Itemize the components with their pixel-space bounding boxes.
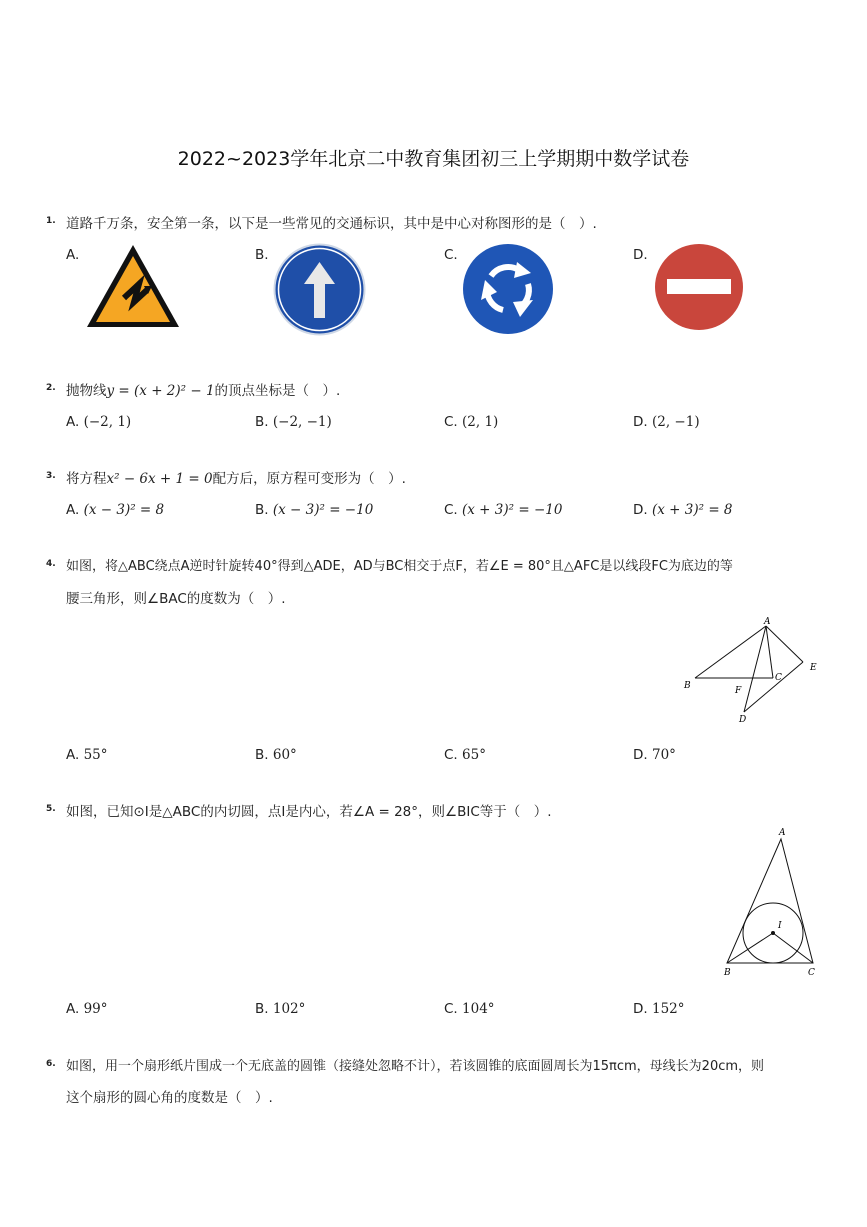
question-math: y = (x + 2)² − 1 bbox=[106, 383, 215, 399]
question-text: 道路千万条，安全第一条，以下是一些常见的交通标识，其中是中心对称图形的是（ ）. bbox=[66, 216, 597, 232]
option: D. 152° bbox=[633, 1001, 685, 1017]
figure-label-d: D bbox=[739, 715, 747, 725]
page-title: 2022~2023学年北京二中教育集团初三上学期期中数学试卷 bbox=[177, 148, 690, 170]
question-text-line1: 如图，用一个扇形纸片围成一个无底盖的圆锥（接缝处忽略不计），若该圆锥的底面圆周长为15πcm，母线长为20cm，则 bbox=[66, 1059, 765, 1074]
option: C. 65° bbox=[444, 747, 486, 763]
question-text: 将方程x² − 6x + 1 = 0配方后，原方程可变形为（ ）. bbox=[66, 471, 406, 487]
figure-label-i: I bbox=[778, 921, 782, 931]
option: D. (x + 3)² = 8 bbox=[633, 502, 733, 518]
option: A. 55° bbox=[66, 747, 108, 763]
option: B. (x − 3)² = −10 bbox=[255, 502, 374, 518]
question-text-line2: 腰三角形，则∠BAC的度数为（ ）. bbox=[66, 591, 286, 607]
option-letter: C. bbox=[444, 247, 458, 263]
figure-label-a: A bbox=[779, 828, 786, 838]
roundabout-sign-icon bbox=[461, 242, 555, 336]
option: A. 99° bbox=[66, 1001, 108, 1017]
question-text: 抛物线y = (x + 2)² − 1的顶点坐标是（ ）. bbox=[66, 383, 341, 399]
figure-label-c: C bbox=[808, 968, 815, 978]
question-text-line2: 这个扇形的圆心角的度数是（ ）. bbox=[66, 1090, 273, 1106]
option: B. 102° bbox=[255, 1001, 306, 1017]
question-number: 2. bbox=[46, 383, 56, 393]
question-text-line1: 如图，将△ABC绕点A逆时针旋转40°得到△ADE，AD与BC相交于点F，若∠E = 80°且△AFC是以线段FC为底边的等 bbox=[66, 559, 733, 574]
figure-label-b: B bbox=[724, 968, 731, 978]
option: D. (2, −1) bbox=[633, 414, 700, 430]
option: A. (−2, 1) bbox=[66, 414, 132, 430]
question-math: x² − 6x + 1 = 0 bbox=[106, 471, 213, 487]
option-letter: A. bbox=[66, 247, 80, 263]
figure-label-f: F bbox=[735, 686, 742, 696]
option: C. 104° bbox=[444, 1001, 495, 1017]
question-number: 1. bbox=[46, 216, 56, 226]
figure-label-a: A bbox=[764, 617, 771, 627]
rotation-figure bbox=[678, 614, 828, 729]
option: C. (x + 3)² = −10 bbox=[444, 502, 563, 518]
option: B. 60° bbox=[255, 747, 297, 763]
option-letter: B. bbox=[255, 247, 269, 263]
figure-label-c: C bbox=[775, 673, 782, 683]
option: A. (x − 3)² = 8 bbox=[66, 502, 165, 518]
up-arrow-round-sign-icon bbox=[272, 242, 367, 337]
option: D. 70° bbox=[633, 747, 676, 763]
question-number: 6. bbox=[46, 1059, 56, 1069]
question-number: 3. bbox=[46, 471, 56, 481]
incircle-figure bbox=[718, 826, 822, 982]
question-number: 4. bbox=[46, 559, 56, 569]
figure-label-b: B bbox=[684, 681, 691, 691]
figure-label-e: E bbox=[810, 663, 817, 673]
option: C. (2, 1) bbox=[444, 414, 499, 430]
question-text: 如图，已知⊙I是△ABC的内切圆，点I是内心，若∠A = 28°，则∠BIC等于（ ）. bbox=[66, 804, 552, 820]
option: B. (−2, −1) bbox=[255, 414, 332, 430]
option-letter: D. bbox=[633, 247, 648, 263]
warning-triangle-sign-icon bbox=[84, 242, 182, 330]
no-entry-sign-icon bbox=[653, 242, 745, 332]
question-number: 5. bbox=[46, 804, 56, 814]
